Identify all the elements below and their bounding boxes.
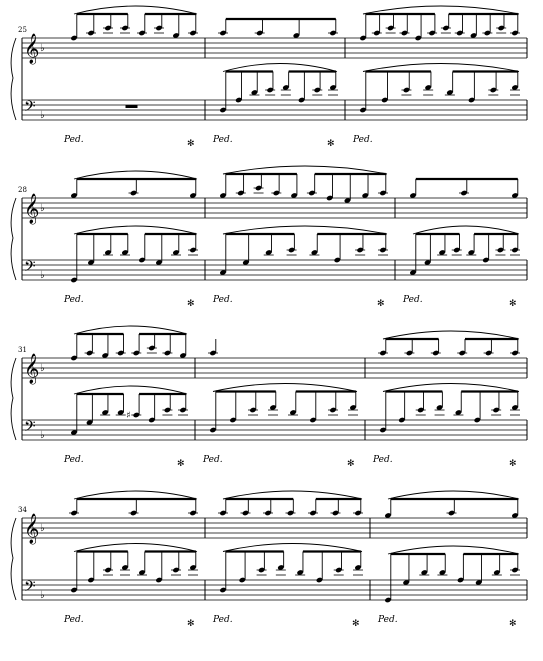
key-signature-flat-icon: ♭ (40, 523, 45, 534)
pedal-mark: Ped. (64, 615, 84, 625)
pedal-mark: Ped. (353, 135, 373, 145)
treble-clef-icon: 𝄞 (24, 514, 40, 544)
grand-staff-brace (11, 198, 16, 280)
lh-slur (223, 226, 387, 234)
measure-number: 34 (18, 506, 27, 514)
measure-number: 25 (18, 26, 27, 34)
key-signature-flat-icon: ♭ (40, 590, 45, 601)
rh-slur (74, 6, 197, 14)
rh-measure (378, 331, 520, 356)
lh-measure (219, 64, 338, 114)
pedal-release-icon: ✻ (187, 299, 195, 309)
rh-measure (218, 19, 338, 39)
lh-slur (74, 386, 187, 394)
pedal-mark: Ped. (403, 295, 423, 305)
rh-measure (70, 6, 198, 41)
pedal-mark: Ped. (213, 615, 233, 625)
treble-clef-icon: 𝄞 (24, 194, 40, 224)
pedal-mark: Ped. (64, 455, 84, 465)
rh-slur (74, 326, 187, 334)
rh-measure (384, 491, 519, 519)
rh-measure (359, 6, 520, 41)
grand-staff-brace (11, 358, 16, 440)
rh-measure (409, 179, 518, 199)
pedal-mark: Ped. (213, 135, 233, 145)
measure-number: 31 (18, 346, 27, 354)
lh-measure (409, 226, 520, 276)
lh-slur (363, 64, 519, 72)
system-25 (11, 6, 527, 149)
rh-slur (363, 6, 519, 14)
whole-rest (126, 105, 138, 108)
key-signature-flat-icon: ♭ (40, 43, 45, 54)
pedal-mark: Ped. (64, 135, 84, 145)
pedal-release-icon: ✻ (187, 619, 195, 629)
pedal-mark: Ped. (373, 455, 393, 465)
pedal-release-icon: ✻ (509, 299, 517, 309)
key-signature-flat-icon: ♭ (40, 110, 45, 121)
measure-number: 28 (18, 186, 27, 194)
lh-measure (70, 544, 198, 594)
rh-measure (208, 339, 218, 356)
rh-measure (218, 491, 363, 516)
lh-slur (223, 544, 362, 552)
lh-measure (209, 384, 358, 434)
treble-clef-icon: 𝄞 (24, 34, 40, 64)
key-signature-flat-icon: ♭ (40, 270, 45, 281)
pedal-release-icon: ✻ (377, 299, 385, 309)
pedal-release-icon: ✻ (509, 619, 517, 629)
key-signature-flat-icon: ♭ (40, 203, 45, 214)
pedal-release-icon: ✻ (327, 139, 335, 149)
bass-clef-icon: 𝄢 (24, 578, 36, 599)
bass-clef-icon: 𝄢 (24, 258, 36, 279)
bass-clef-icon: 𝄢 (24, 98, 36, 119)
rh-slur (383, 331, 519, 339)
pedal-release-icon: ✻ (509, 459, 517, 469)
pedal-mark: Ped. (203, 455, 223, 465)
system-34 (11, 491, 527, 629)
lh-measure (359, 64, 520, 114)
rh-slur (223, 166, 387, 174)
pedal-release-icon: ✻ (177, 459, 185, 469)
pedal-mark: Ped. (378, 615, 398, 625)
rh-slur (388, 491, 519, 499)
rh-measure (70, 171, 197, 199)
pedal-mark: Ped. (213, 295, 233, 305)
bass-clef-icon: 𝄢 (24, 418, 36, 439)
grand-staff-brace (11, 518, 16, 600)
lh-slur (413, 226, 519, 234)
key-signature-flat-icon: ♭ (40, 430, 45, 441)
pedal-mark: Ped. (64, 295, 84, 305)
lh-measure (70, 386, 188, 436)
rh-measure (69, 491, 198, 516)
lh-slur (213, 384, 357, 392)
system-31 (11, 326, 527, 469)
pedal-release-icon: ✻ (347, 459, 355, 469)
lh-measure (126, 105, 138, 108)
rh-slur (74, 491, 197, 499)
lh-accidental: ♯ (126, 411, 131, 421)
lh-measure (379, 384, 520, 434)
lh-slur (223, 64, 337, 72)
lh-measure (219, 226, 388, 276)
key-signature-flat-icon: ♭ (40, 363, 45, 374)
lh-measure (219, 544, 363, 594)
rh-measure (70, 326, 187, 361)
rh-slur (223, 491, 362, 499)
lh-slur (383, 384, 519, 392)
pedal-release-icon: ✻ (352, 619, 360, 629)
grand-staff-brace (11, 38, 16, 120)
lh-slur (74, 226, 197, 234)
lh-slur (74, 544, 197, 552)
rh-slur (74, 171, 197, 179)
lh-slur (388, 546, 519, 554)
treble-clef-icon: 𝄞 (24, 354, 40, 384)
system-28 (11, 166, 527, 309)
pedal-release-icon: ✻ (187, 139, 195, 149)
